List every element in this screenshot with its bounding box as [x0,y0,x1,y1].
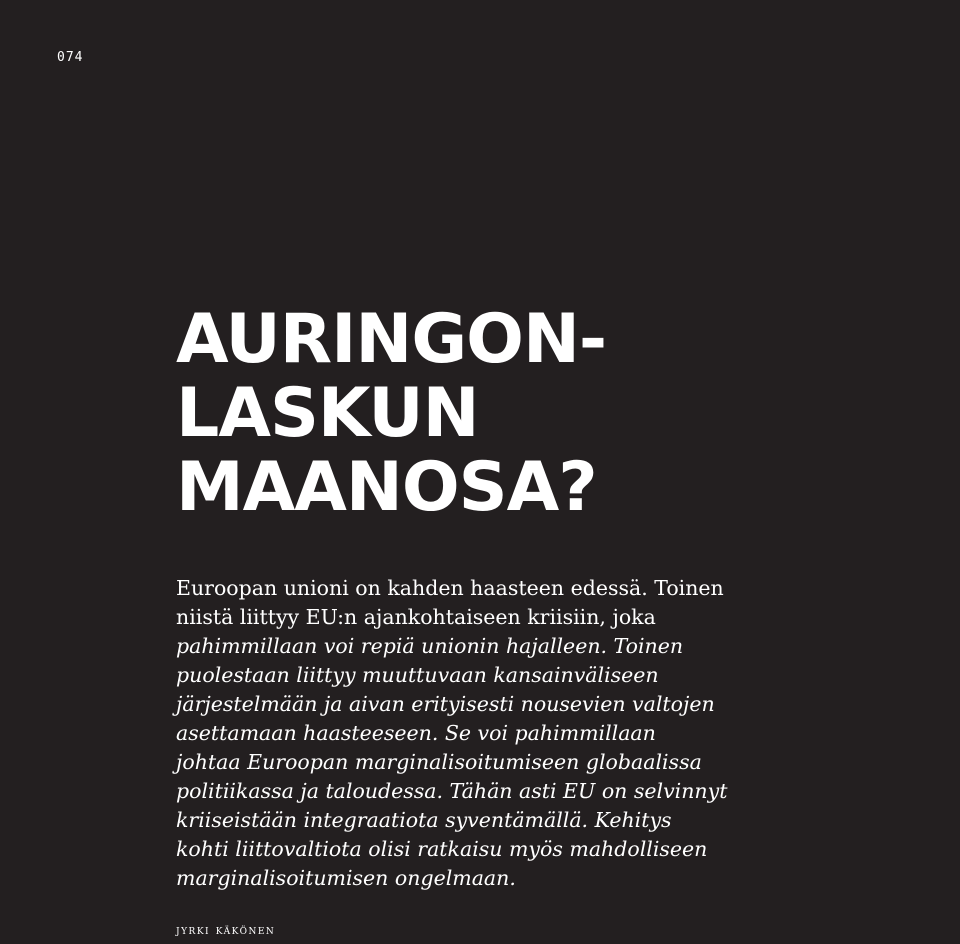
title-line: LASKUN [176,374,479,453]
article-title [176,300,607,527]
author-name: jyrki käkönen [176,923,276,938]
title-line: AURINGON- [176,300,607,379]
lead-line: kriiseistään integraatiota syventämällä. Kehitys [176,808,672,832]
lead-line: Euroopan unioni on kahden haasteen edessä. Toinen [176,576,724,600]
page-number: 074 [57,50,84,65]
title-line: MAANOSA? [176,448,597,527]
lead-line: marginalisoitumisen ongelmaan. [176,866,516,890]
lead-line: kohti liittovaltiota olisi ratkaisu myös mahdolliseen [176,837,708,861]
lead-line: johtaa Euroopan marginalisoitumiseen globaalissa [176,750,702,774]
lead-line: puolestaan liittyy muuttuvaan kansainväliseen [176,663,659,687]
lead-line: niistä liittyy EU:n ajankohtaiseen kriisiin, joka [176,605,656,629]
lead-line: politiikassa ja taloudessa. Tähän asti EU on selvinnyt [176,779,728,803]
lead-line: järjestelmään ja aivan erityisesti nousevien valtojen [176,692,715,716]
lead-paragraph [176,574,776,893]
lead-line: pahimmillaan voi repiä unionin hajalleen. Toinen [176,634,684,658]
lead-line: asettamaan haasteeseen. Se voi pahimmillaan [176,721,656,745]
